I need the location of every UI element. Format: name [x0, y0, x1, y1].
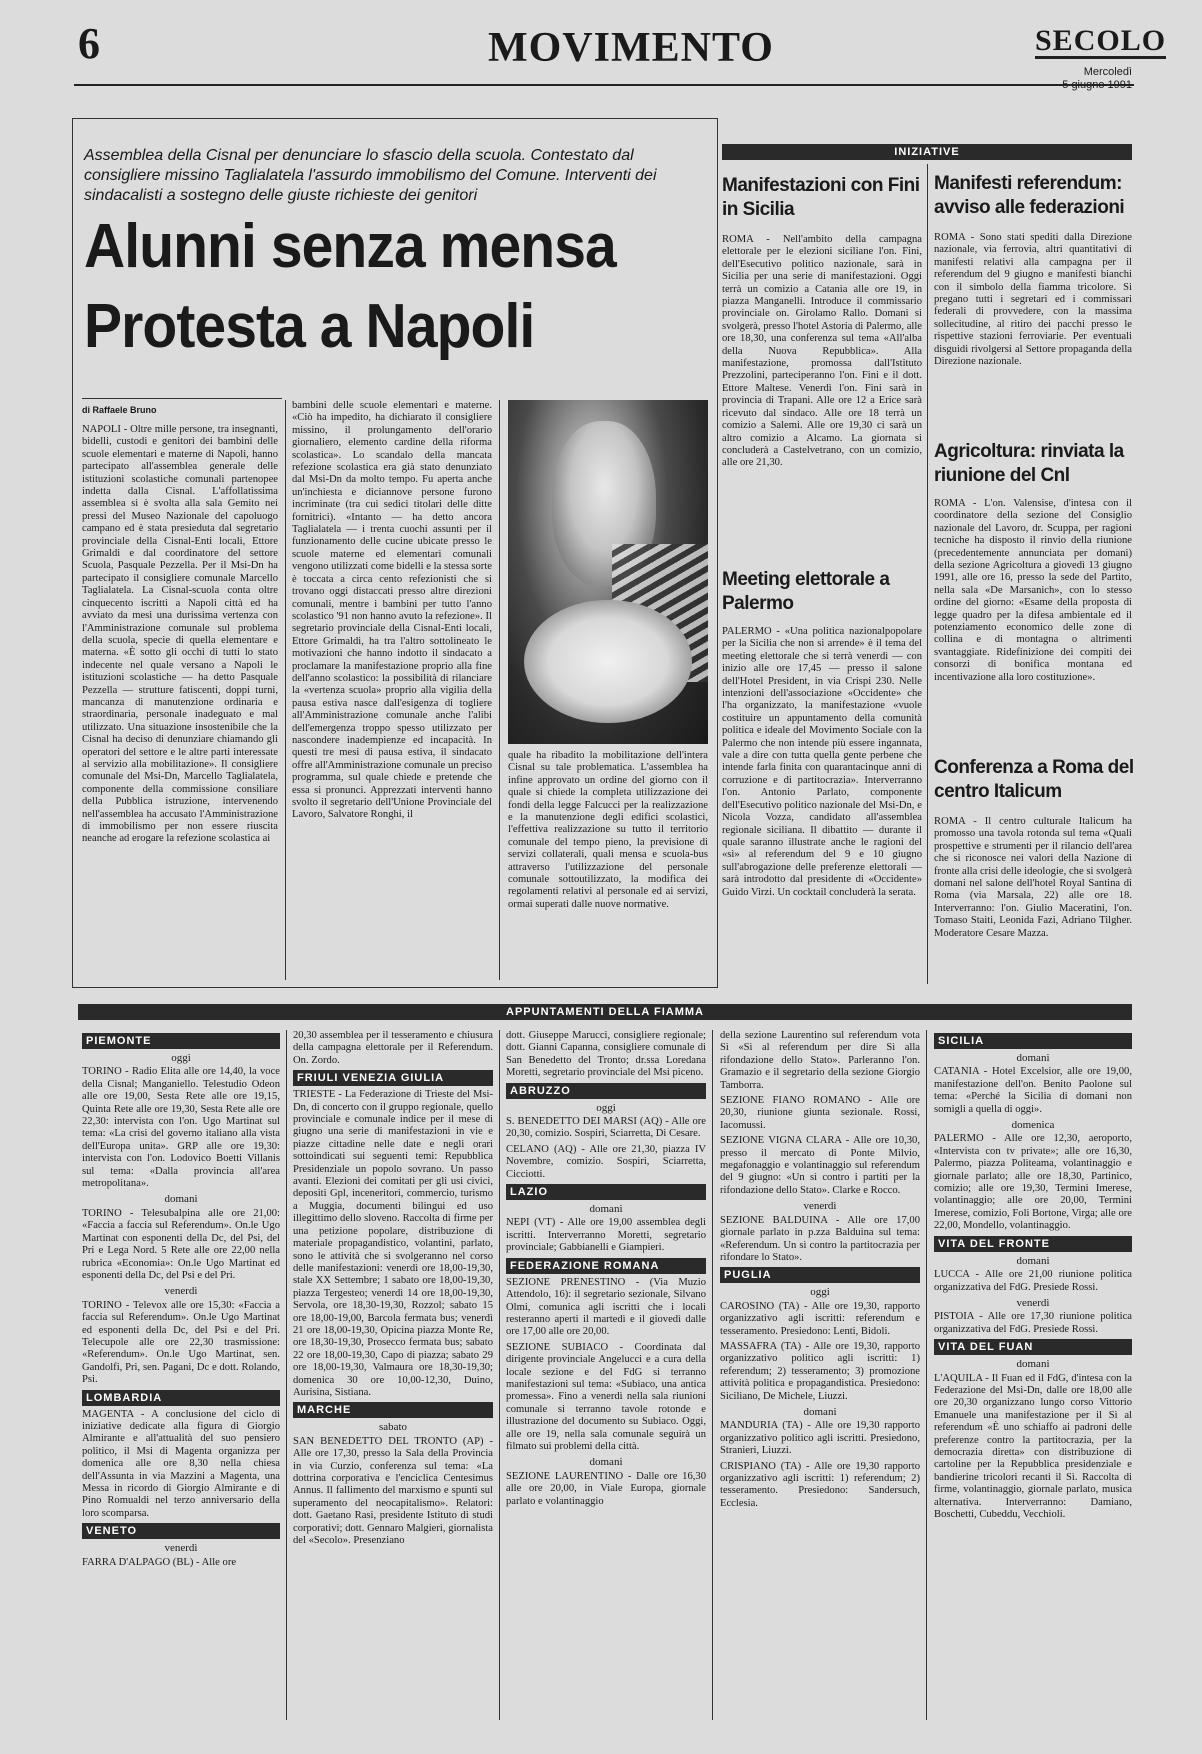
- day-label: domani: [589, 1203, 623, 1216]
- iniziative-article-3-title: Manifesti referendum: avviso alle federazioni: [934, 173, 1125, 218]
- region-heading: SICILIA: [934, 1033, 1132, 1049]
- appointment-entry: SEZIONE SUBIACO - Coordinata dal dirigente provinciale Angelucci e a cura della locale sezione e del FdG si terranno manifestazioni sul tema: «Subiaco, una antica promessa». Fino a venerdì nella sala riunioni comunale si terranno tavole rotonde e illustrazione del documento su Subiaco. Oggi, alle ore 19, nella sala comunale seguirà un filmato sui problemi della città.: [506, 1341, 706, 1452]
- column-divider: [286, 1030, 287, 1720]
- day-label: domani: [1016, 1052, 1050, 1064]
- article-headline-line1: Alunni senza mensa: [84, 212, 616, 281]
- column-divider: [926, 1030, 927, 1720]
- day-label: oggi: [171, 1052, 191, 1064]
- issue-day: Mercoledì: [1083, 66, 1132, 78]
- article-column-2: bambini delle scuole elementari e materne. «Ciò ha impedito, ha dichiarato il consigliere missino, il prolungamento dell'orario giornaliero, elemento cardine della riforma scolastica». Lo scandalo della mancata refezione scolastica era già stato denunziato dal Msi-Dn da molto tempo. Fu aperta anche un'inchiesta e diciannove persone furono incriminate (tra cui sedici titolari delle ditte fornitrici). «Intanto — ha detto ancora Taglialatela — i trenta cuochi assunti per il funzionamento delle cucine ubicate presso le scuole materne ed elementari comunali vengono utilizzati come bidelli e la stessa sorte è toccata a circa cento refezionisti che si trovano oggi distaccati presso altre direzioni comunali, mentre i bambini per tutto l'anno scolastico '91 non hanno avuto la refezione». Il segretario provinciale della Cisnal-Enti locali, Ettore Grimaldi, ha tra l'altro sottolineato le motivazioni che hanno indotto il sindacato a proclamare la manifestazione proprio alla fine dell'anno scolastico: la possibilità di rilanciare la «vertenza scuola» proprio alla vigilia della pausa estiva nasce dall'esigenza di togliere all'Amministrazione comunale anche l'alibi dell'emergenza troppo spesso utilizzato per nascondere inadempienze ed incapacità. In questi tre mesi di pausa estiva, il sindacato offre all'Amministrazione comunale un preciso programma, sul quale chiede e pretende che essa si pronunci. Apprezzati interventi hanno svolto il segretario dell'Unione Provinciale del Lavoro, Salvatore Ronghi, il: [292, 400, 492, 821]
- region-heading: PIEMONTE: [82, 1033, 280, 1049]
- article-column-3: quale ha ribadito la mobilitazione dell'intera Cisnal su tale problematica. L'assemblea ha infine approvato un ordine del giorno con il quale si chiede la completa utilizzazione dei fondi della legge Falcucci per la realizzazione e la manutenzione degli edifici scolastici, l'effettiva realizzazione su tutto il territorio comunale del tempo pieno, la previsione di servizi collaterali, quali mensa e scuola-bus attraverso l'utilizzazione del personale comunale sottoutilizzato, la modifica dei regolamenti relativi al personale ed ai servizi, ormai superati dalle nuove normative.: [508, 750, 708, 910]
- appointment-entry: SEZIONE FIANO ROMANO - Alle ore 20,30, riunione giunta sezionale. Rossi, Iacomussi.: [720, 1095, 920, 1131]
- appointment-entry: NEPI (VT) - Alle ore 19,00 assemblea degli iscritti. Interverranno Moretti, segretario provinciale; Gabbianelli e Giampieri.: [506, 1217, 706, 1254]
- iniziative-article-3-text: ROMA - Sono stati spediti dalla Direzione nazionale, via ferrovia, altri quantitativi di manifesti relativi alla campagna per il referendum del 9 giugno e manifesti bianchi con il simbolo della fiamma tricolore. Si pregano tutti i segretari ed i commissari federali di provvedere, con la massima sollecitudine, al ritiro dei pacchi presso le rispettive stazioni ferroviarie. Per eventuali disguidi rivolgersi al Settore propaganda della Direzione nazionale.: [934, 232, 1132, 368]
- appointment-entry: TORINO - Televox alle ore 15,30: «Faccia a faccia sul Referendum». On.le Ugo Martinat ed esponenti della Dc, del Psi e del Pri. Telecupole alle ore 22,30 trasmissione: «Referendum». On.le Ugo Martinat, sen. Gandolfi, Pri, sen. Pagani, Dc e dott. Rolando, Psi.: [82, 1299, 280, 1386]
- appointment-entry: CRISPIANO (TA) - Alle ore 19,30 rapporto organizzativo agli iscritti: 1) referendum; 2) tesseramento. Presiedono: Sandersuch, Ecclesia.: [720, 1460, 920, 1509]
- column-divider: [499, 400, 500, 980]
- appointment-entry: SEZIONE VIGNA CLARA - Alle ore 10,30, presso il mercato di Ponte Milvio, megafonaggio e volantinaggio sul referendum del 9 giugno: «Un sì contro i partiti per la rifondazione dello Stato». Clarke e Rocco.: [720, 1135, 920, 1196]
- iniziative-label: INIZIATIVE: [722, 144, 1132, 160]
- appointment-entry: SEZIONE BALDUINA - Alle ore 17,00 giornale parlato in p.zza Balduina sul tema: «Referendum. Un sì contro la partitocrazia per rifondare lo Stato».: [720, 1214, 920, 1263]
- region-heading: LAZIO: [506, 1184, 706, 1200]
- iniziative-article-1-title: Manifestazioni con Fini in Sicilia: [722, 175, 920, 220]
- article-kicker: Assemblea della Cisnal per denunciare lo sfascio della scuola. Contestato dal consigliere missino Taglialatela l'assurdo immobilismo del Comune. Interventi dei sindacalisti a sostegno delle giuste richieste dei genitori: [84, 147, 657, 204]
- appointment-entry: MANDURIA (TA) - Alle ore 19,30 rapporto organizzativo politico agli iscritti. Presiedono, Stranieri, Liuzzi.: [720, 1420, 920, 1457]
- appointment-entry: TORINO - Telesubalpina alle ore 21,00: «Faccia a faccia sul Referendum». On.le Ugo Martinat con esponenti della Dc, del Psi, del Pri e Lega Nord. 5 Rete alle ore 22,00 nella rubrica «Economia»: On.le Ugo Martinat ed esponenti della Dc, del Psi e del Pri.: [82, 1207, 280, 1281]
- column-divider: [499, 1030, 500, 1720]
- appointment-entry: SEZIONE PRENESTINO - (Via Muzio Attendolo, 16): il segretario sezionale, Silvano Olmi, comunica agli iscritti che i locali resteranno aperti il martedì e il giovedì dalle ore 17,00 alle ore 20,00.: [506, 1276, 706, 1338]
- appuntamenti-column-3: [506, 1030, 706, 1720]
- appointment-entry: TRIESTE - La Federazione di Trieste del Msi-Dn, di concerto con il gruppo regionale, quello provinciale e comunale indice per il mese di giugno una serie di manifestazioni in vie e piazze cittadine nelle date e negli orari sottoindicati sui seguenti temi: Repubblica Presidenziale un popolo sovrano. Un passo avanti. Elezioni dei comitati per gli usi civici, depositi Gpl, inceneritori, commercio, turismo a Muggia, documenti bilingui ed uso illegittimo dello sloveno. Raccolta di firme per una petizione popolare, distribuzione di materiale propagandistico, volantini, parlato, sono le attività che si svolgeranno nel corso delle manifestazioni: venerdì ore 18,00-19,30, stale XX Settembre; 1 sabato ore 18,00-19,30, piazza Tergesteo; venerdì 14 ore 18,00-19,30, Servola, ore 18,30-19,30, Rozzol; sabato 15 ore 18,00-19,00, Barcola fermata bus; venerdì 21 ore 18,00-19,30, Opicina piazza Monte Re, ore 18,30-19,30, Prosecco fermata bus; sabato 22 ore 18,00-19,30, Capo di piazza; sabato 29 ore 18,00-19,30, Valmaura ore 18,30-19,30; domenica 30 ore 10,00-12,30, Duino, Aurisina, Sistiana.: [293, 1089, 493, 1398]
- iniziative-article-2-title: Meeting elettorale a Palermo: [722, 569, 890, 614]
- iniziative-article-1-text: ROMA - Nell'ambito della campagna elettorale per le elezioni siciliane l'on. Fini, dell'Esecutivo politico nazionale, sarà in Sicilia per una serie di manifestazioni. Oggi terrà un comizio a Catania alle ore 19, in piazza Manganelli. Introduce il commissario provinciale on. Girolamo Rallo. Domani si svolgerà, presso l'hotel Astoria di Palermo, alle ore 18,30, una conferenza sul tema «All'alba della Nuova Repubblica». Alla manifestazione, promossa dall'Istituto Prezzolini, parteciperanno l'on. Fini e il dott. Ettore Maltese. Venerdì l'on. Fini sarà in provincia di Trapani. Alle ore 12 a Erice sarà ricevuto dal sindaco. Alle ore 18 terrà un comizio a Salemi. Alle ore 19,30 ci sarà un altro comizio a Alcamo. La giornata si concluderà a Castelvetrano, con un comizio, alle ore 21,30.: [722, 234, 922, 469]
- region-heading: PUGLIA: [720, 1267, 920, 1283]
- appointment-entry: MASSAFRA (TA) - Alle ore 19,30, rapporto organizzativo politico agli iscritti: 1) referendum; 2) tesseramento; 3) promozione attività politica e propagandistica. Presiedono: Siciliano, De Michele, Liuzzi.: [720, 1340, 920, 1402]
- header-rule: [74, 84, 1134, 86]
- region-heading: ABRUZZO: [506, 1083, 706, 1099]
- region-heading: VENETO: [82, 1523, 280, 1539]
- page-number: 6: [78, 19, 100, 68]
- appuntamenti-column-2: [293, 1030, 493, 1720]
- appointment-entry: PALERMO - Alle ore 12,30, aeroporto, «Intervista con tv private»; alle ore 16,30, Palermo, piazza Politeama, volantinaggio e giornale parlato; alle ore 18,30, Partinico, comizio; alle ore 19,30, Termini Imerese, volantinaggio; alle ore 20,00, Termini Imerese, comizio, Foli Bortone, Virga; alle ore 22,00, Mondello, volantinaggio.: [934, 1133, 1132, 1232]
- day-label: venerdì: [164, 1542, 198, 1555]
- appointment-entry: CELANO (AQ) - Alle ore 21,30, piazza IV Novembre, comizio. Sospiri, Sciarretta, Cicciotti.: [506, 1143, 706, 1180]
- day-label: venerdì: [803, 1200, 837, 1213]
- appuntamenti-label: APPUNTAMENTI DELLA FIAMMA: [78, 1004, 1132, 1020]
- region-heading: MARCHE: [293, 1402, 493, 1418]
- appuntamenti-column-5: [934, 1030, 1132, 1720]
- appointment-entry: della sezione Laurentino sul referendum vota Sì «Sì al referendum per dire Sì alla rifondazione dello Stato». Parleranno l'on. Gramazio e il segretario della sezione Giorgio Tamborra.: [720, 1030, 920, 1091]
- column-divider: [285, 400, 286, 980]
- appointment-entry: L'AQUILA - Il Fuan ed il FdG, d'intesa con la Federazione del Msi-Dn, dalle ore 18,00 alle ore 20,30 organizzano lungo corso Vittorio Emanuele una manifestazione per il Sì al referendum «È uno schiaffo ai padroni delle preferenze contro la partitocrazia, per la democrazia diretta» con distribuzione di cartoline per la Repubblica presidenziale e bandierine tricolori recanti il Sì. Raccolta di firme, volantinaggio, giornale parlato, musica alternativa. Interverranno: Damiano, Boschetti, Cubeddu, Vecchioli.: [934, 1372, 1132, 1520]
- byline-rule: [82, 398, 282, 399]
- iniziative-article-2-text: PALERMO - «Una politica nazionalpopolare per la Sicilia che non si arrende» è il tema del meeting elettorale che si terrà venerdì — con inizio alle ore 17,45 — presso il salone dell'Hotel President, in via Crispi 230. Nelle intenzioni dell'associazione «Occidente» che l'ha organizzato, la manifestazione «vuole costituire un appuntamento della comunità politica e ideale del Movimento Sociale con la Palermo che non intende più essere ingannata, vale a dire con tutta quella gente perbene che intende farla finita con quarantacinque anni di corruzione e di partitocrazia». Interverranno l'on. Antonio Parlato, componente dell'Esecutivo politico nazionale del Msi-Dn, e Nicola Vozza, candidato all'assemblea regionale siciliana. Il dibattito — durante il quale saranno illustrate anche le ragioni del «sì» al referendum del 9 e 10 giugno sull'abrogazione delle preferenze elettorali — sarà introdotto dal presidente di «Occidente» Guido Virzi. Un cocktail concluderà la serata.: [722, 626, 922, 898]
- day-label: domani: [1016, 1358, 1050, 1371]
- day-label: oggi: [596, 1101, 616, 1114]
- region-heading: LOMBARDIA: [82, 1390, 280, 1406]
- child-eating-photo: [508, 400, 708, 744]
- issue-date: [1040, 66, 1132, 92]
- column-divider: [712, 1030, 713, 1720]
- day-label: domani: [164, 1193, 198, 1206]
- appuntamenti-column-4: [720, 1030, 920, 1720]
- iniziative-article-4-title: Agricoltura: rinviata la riunione del Cnl: [934, 441, 1124, 486]
- iniziative-article-5-title: Conferenza a Roma del centro Italicum: [934, 757, 1134, 802]
- day-label: venerdì: [1016, 1296, 1050, 1309]
- day-label: domenica: [1011, 1119, 1055, 1132]
- region-heading: FRIULI VENEZIA GIULIA: [293, 1070, 493, 1086]
- iniziative-article-4-text: ROMA - L'on. Valensise, d'intesa con il coordinatore della sezione del Consiglio nazionale del Lavoro, dr. Scuppa, per ragioni tecniche ha disposto il rinvio della riunione (precedentemente annunciata per domani) della sezione Agricoltura a giovedì 13 giugno 1991, alle ore 16, presso la sede del Partito, nella sala «De Marsanich», con lo stesso ordine del giorno: «Esame della proposta di legge quadro per la difesa ambientale ed il potenziamento economico delle zone di collina e di montagna o altrimenti svantaggiate. Ridefinizione dei compiti dei consorzi di bonifica montana ed incentivazione alla loro costituzione».: [934, 498, 1132, 683]
- appointment-entry: S. BENEDETTO DEI MARSI (AQ) - Alle ore 20,30, comizio. Sospiri, Sciarretta, Di Cesare.: [506, 1116, 706, 1140]
- section-title: MOVIMENTO: [488, 25, 774, 71]
- column-divider: [927, 164, 928, 984]
- newspaper-logo: SECOLO: [1035, 24, 1167, 57]
- appointment-entry: PISTOIA - Alle ore 17,30 riunione politica organizzativa del FdG. Presiede Rossi.: [934, 1311, 1132, 1335]
- article-headline-line2: Protesta a Napoli: [84, 292, 535, 361]
- appointment-entry: SAN BENEDETTO DEL TRONTO (AP) - Alle ore 17,30, presso la Sala della Provincia in via Curzio, conferenza sul tema: «La dottrina corporativa e l'enciclica Centesimus Annus. Il fallimento del marxismo e spunti sul superamento del neocapitalismo». Relatori: dott. Gaetano Rasi, presidente Istituto di studi corporativi; dott. Gennaro Malgieri, giornalista del «Secolo». Presenziano: [293, 1435, 493, 1547]
- appointment-entry: CAROSINO (TA) - Alle ore 19,30, rapporto organizzativo agli iscritti: referendum e tesseramento. Presiedono: Lenti, Bidoli.: [720, 1300, 920, 1337]
- day-label: oggi: [810, 1286, 830, 1299]
- appointment-entry: CATANIA - Hotel Excelsior, alle ore 19,00, manifestazione dell'on. Benito Paolone sul tema: «Perché la Sicilia di domani non somigli a quella di oggi».: [934, 1066, 1132, 1115]
- appointment-entry: TORINO - Radio Elita alle ore 14,40, la voce della Cisnal; Manganiello. Telestudio Odeon alle ore 19,00, Sesta Rete alle ore 19,15, Quinta Rete alle ore 19,30, Sesta Rete alle ore 22,30: intervista con l'on. Ugo Martinat sul tema: «La crisi del governo italiano alla vista dell'Europa unita». GRP alle ore 19,30: intervista con l'on. Lodovico Boetti Villanis sul tema: «Dalla provincia all'area metropolitana».: [82, 1066, 280, 1190]
- appointment-entry: MAGENTA - A conclusione del ciclo di iniziative dedicate alla figura di Giorgio Almirante e all'attualità del suo pensiero politico, il Msi di Magenta organizza per domenica alle ore 8,30 nella chiesa dell'Assunta in via Mazzini a Magenta, una Messa in ricordo di Giorgio Almirante e di Pino Romualdi nel terzo anniversario della loro scomparsa.: [82, 1408, 280, 1519]
- appointment-entry: FARRA D'ALPAGO (BL) - Alle ore: [82, 1556, 237, 1568]
- photo-plate: [524, 600, 692, 724]
- day-label: venerdì: [164, 1285, 198, 1298]
- region-heading: FEDERAZIONE ROMANA: [506, 1258, 706, 1274]
- appointment-entry: 20,30 assemblea per il tesseramento e chiusura della campagna elettorale per il Referendum. On. Zordo.: [293, 1030, 493, 1066]
- day-label: sabato: [378, 1421, 408, 1434]
- appuntamenti-column-1: [82, 1030, 280, 1720]
- article-column-1: NAPOLI - Oltre mille persone, tra insegnanti, bidelli, custodi e genitori dei bambini delle scuole elementari e materne di Napoli, hanno partecipato all'assemblea generale delle istituzioni scolastiche comunali partenopee indetta dalla Cisnal. L'affollatissima assemblea si è svolta alla sala Gemito nei pressi del Museo Nazionale del capoluogo campano ed è stata presieduta dal segretario provinciale della Cisnal-Enti locali, Ettore Grimaldi e dal coordinatore del settore Scuola, Pasquale Pezzella. Per il Msi-Dn ha partecipato il consigliere comunale Marcello Taglialatela. La Cisnal-scuola conta oltre cinquecento iscritti a Napoli città ed ha avviato da mesi una durissima vertenza con l'Amministrazione comunale sul problema della scuola, specie di quella elementare e materna. «È sotto gli occhi di tutti lo stato indecente nel quale versano a Napoli le istituzioni scolastiche — ha detto Pasquale Pezzella — strutture fatiscenti, doppi turni, mancanza di manutenzione ordinaria e straordinaria, personale inadeguato e mal utilizzato. Una situazione insostenibile che la Cisnal ha deciso di denunziare chiamando gli operatori del settore e le altre parti interessate al servizio alla mobilitazione». Il consigliere comunale del Msi-Dn, Marcello Taglialatela, componente della commissione consiliare della Pubblica istruzione, intervenendo nell'assemblea ha accusato l'Amministrazione di immobilismo per non essere riuscita neanche ad erogare la refezione scolastica ai: [82, 424, 278, 845]
- appointment-entry: SEZIONE LAURENTINO - Dalle ore 16,30 alle ore 20,00, in Viale Europa, giornale parlato e volantinaggio: [506, 1470, 706, 1507]
- article-byline: di Raffaele Bruno: [82, 405, 157, 415]
- region-heading: VITA DEL FUAN: [934, 1339, 1132, 1355]
- appointment-entry: LUCCA - Alle ore 21,00 riunione politica organizzativa del FdG. Presiede Rossi.: [934, 1269, 1132, 1293]
- day-label: domani: [589, 1456, 623, 1469]
- day-label: domani: [803, 1405, 837, 1418]
- region-heading: VITA DEL FRONTE: [934, 1236, 1132, 1252]
- iniziative-article-5-text: ROMA - Il centro culturale Italicum ha promosso una tavola rotonda sul tema «Quali prospettive e strumenti per il rilancio dell'area che si riconosce nei valori della Nazione di fronte alla crisi delle ideologie, che si svolgerà domani nel salone dell'hotel Royal Santina di Roma (via Marsala, 22) alle ore 18. Interverranno: l'on. Giulio Maceratini, l'on. Tomaso Staiti, Leonida Fazi, Adriano Tilgher. Moderatore Cesare Mazza.: [934, 816, 1132, 939]
- appointment-entry: dott. Giuseppe Marucci, consigliere regionale; dott. Gianni Capanna, consigliere comunale di San Benedetto del Tronto; dr.ssa Loredana Moretti, segretario provinciale del Msi piceno.: [506, 1030, 706, 1079]
- day-label: domani: [1016, 1254, 1050, 1267]
